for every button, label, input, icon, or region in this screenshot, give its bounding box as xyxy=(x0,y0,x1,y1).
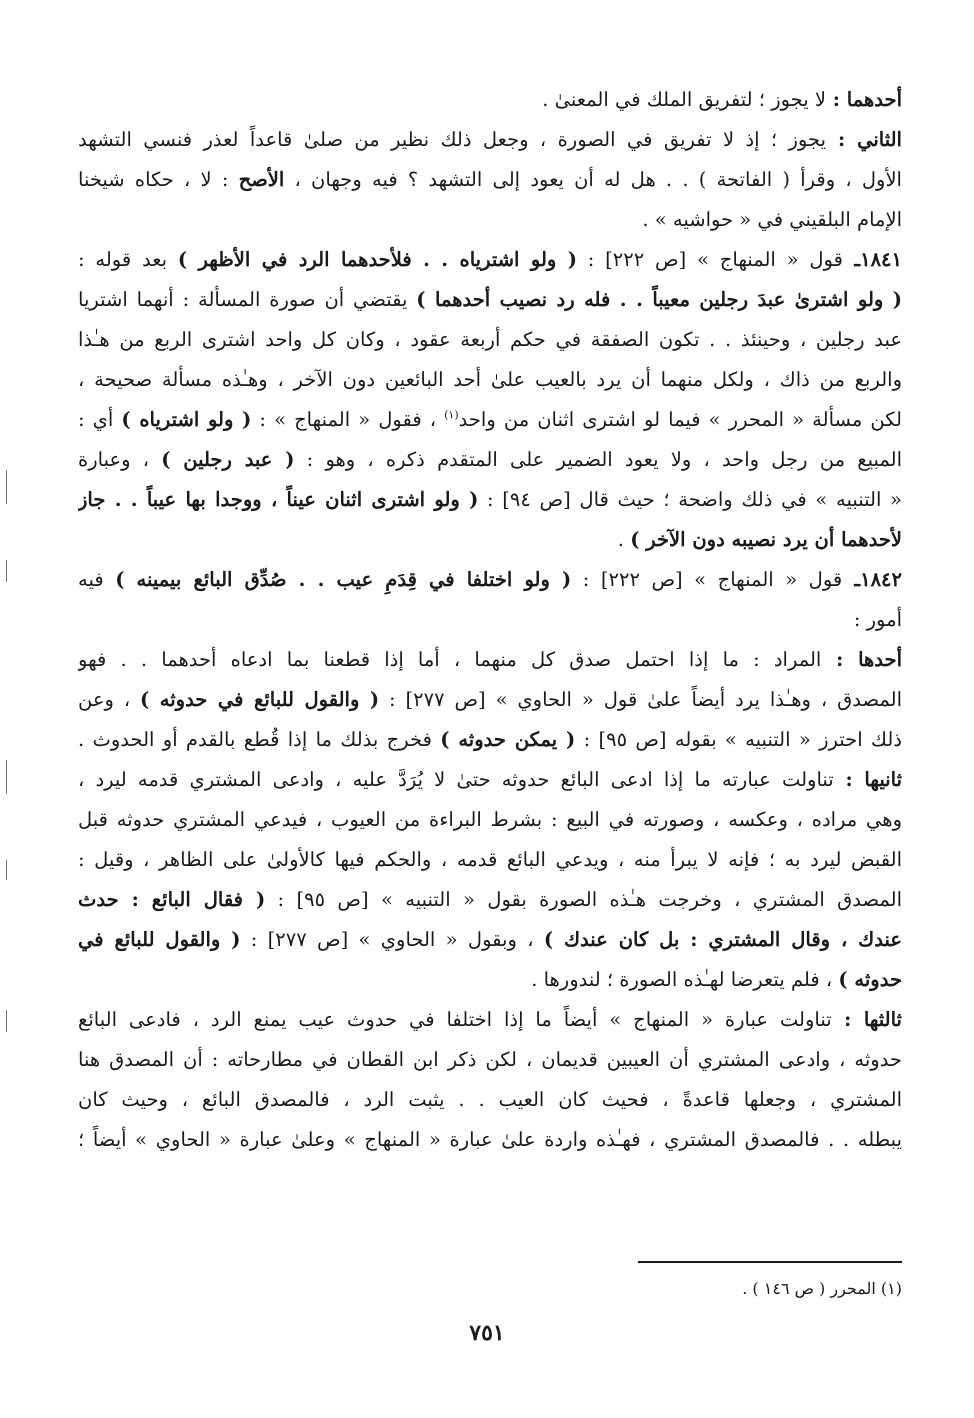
text-segment: فيه xyxy=(78,568,116,591)
text-line xyxy=(78,400,902,440)
text-segment: ( والقول للبائع في xyxy=(78,928,241,951)
text-line xyxy=(78,360,902,400)
text-segment: ( ولو اشترياه ) xyxy=(121,408,252,431)
text-segment: ، وعن xyxy=(78,688,141,711)
text-segment: أي : xyxy=(78,408,122,431)
text-line xyxy=(78,1040,902,1080)
text-segment: المبيع من رجل واحد ، ولا يعود الضمير على المتقدم ذكره ، وهو : xyxy=(294,448,902,471)
text-segment: ( والقول للبائع في حدوثه ) xyxy=(140,688,380,711)
text-line xyxy=(78,720,902,760)
text-segment: المصدق ، وهـٰذا يرد أيضاً علىٰ قول « الحاوي » [ص ٢٧٧] : xyxy=(379,688,902,711)
text-segment: . xyxy=(617,528,631,551)
text-segment: يبطله . . فالمصدق المشتري ، فهـٰذه واردة علىٰ عبارة « المنهاج » وعلىٰ عبارة « الحاوي » أيضاً ؛ xyxy=(78,1128,902,1151)
text-segment: بعد قوله : xyxy=(78,248,178,271)
text-segment: ثانيها : xyxy=(833,768,902,791)
text-segment: ، فقول « المنهاج » : xyxy=(251,408,445,431)
text-segment: ذلك احترز « التنبيه » بقوله [ص ٩٥] : xyxy=(575,728,902,751)
text-segment: الإمام البلقيني في « حواشيه » . xyxy=(642,208,902,231)
text-segment: أحدهما : xyxy=(826,88,902,111)
text-segment: : لا ، حكاه شيخنا xyxy=(78,168,239,191)
text-segment: ١٨٤١ـ xyxy=(842,248,902,271)
text-segment: قول « المنهاج » [ص ٢٢٢] : xyxy=(571,568,843,591)
text-line xyxy=(78,640,902,680)
text-segment: حدوثه ، وادعى المشتري أن العيبين قديمان ، لكن ذكر ابن القطان في مطارحاته : أن المصدق هنا xyxy=(78,1048,902,1071)
text-line xyxy=(78,1000,902,1040)
text-segment: « التنبيه » في ذلك واضحة ؛ حيث قال [ص ٩٤] : xyxy=(478,488,902,511)
text-line xyxy=(78,960,902,1000)
text-line xyxy=(78,320,902,360)
text-segment: ( ولو اختلفا في قِدَمِ عيب . . صُدِّق البائع بيمينه ) xyxy=(115,568,572,591)
body-text xyxy=(78,80,902,1160)
text-segment: أحدها : xyxy=(821,648,902,671)
footnote-separator xyxy=(638,1261,902,1263)
scan-edge-mark xyxy=(6,470,7,504)
text-segment: والربع من ذاك ، ولكل منهما أن يرد بالعيب علىٰ أحد البائعين دون الآخر ، وهـٰذه مسألة صحيحة ، xyxy=(78,368,902,391)
text-segment: يجوز ؛ إذ لا تفريق في الصورة ، وجعل ذلك نظير من صلىٰ قاعداً لعذر فنسي التشهد xyxy=(78,128,826,151)
text-line xyxy=(78,280,902,320)
text-segment: ( ولو اشترى اثنان عيناً ، ووجدا بها عيباً . . جاز xyxy=(78,488,479,511)
text-segment: الثاني : xyxy=(826,128,902,151)
text-segment: المشتري ، وجعلها قاعدةً ، فحيث كان العيب . . يثبت الرد ، فالمصدق البائع ، وحيث كان xyxy=(78,1088,902,1111)
text-segment: القبض ليرد به ؛ فإنه لا يبرأ منه ، ويدعي البائع قدمه ، والحكم فيها كالأولىٰ على الظاهر ، وقيل : xyxy=(78,848,902,871)
scan-edge-mark xyxy=(6,860,7,880)
text-line xyxy=(78,920,902,960)
text-segment: المصدق المشتري ، وخرجت هـٰذه الصورة بقول « التنبيه » [ص ٩٥] : xyxy=(265,888,902,911)
text-line xyxy=(78,1120,902,1160)
scan-edge-mark xyxy=(6,1010,7,1032)
text-segment: وهي مراده ، وعكسه ، وصورته في البيع : بشرط البراءة من العيوب ، فيدعي المشتري حدوثه قبل xyxy=(78,808,902,831)
text-segment: تناولت عبارته ما إذا ادعى البائع حدوثه حتىٰ لا يُرَدَّ عليه ، وادعى المشتري قدمه ليرد ، xyxy=(78,768,834,791)
text-line xyxy=(78,120,902,160)
page-number: ٧٥١ xyxy=(469,1320,505,1346)
text-segment: عبد رجلين ، وحينئذ . . تكون الصفقة في حكم أربعة عقود ، وكان كل واحد اشترى الربع من هـٰذا xyxy=(78,328,902,351)
text-line xyxy=(78,240,902,280)
text-segment: الأول ، وقرأ ( الفاتحة ) . . هل له أن يعود إلى التشهد ؟ فيه وجهان ، xyxy=(284,168,902,191)
text-line xyxy=(78,160,902,200)
text-segment: ، وبقول « الحاوي » [ص ٢٧٧] : xyxy=(240,928,544,951)
text-segment: ثالثها : xyxy=(831,1008,902,1031)
text-line xyxy=(78,520,902,560)
text-segment: لا يجوز ؛ لتفريق الملك في المعنىٰ . xyxy=(542,88,827,111)
scan-edge-mark xyxy=(6,760,7,794)
text-segment: المراد : ما إذا احتمل صدق كل منهما ، أما إذا قطعنا بما ادعاه أحدهما . . فهو xyxy=(78,648,822,671)
text-line xyxy=(78,480,902,520)
text-line xyxy=(78,760,902,800)
text-segment: عندك ، وقال المشتري : بل كان عندك ) xyxy=(543,928,902,951)
text-segment: تناولت عبارة « المنهاج » أيضاً ما إذا اختلفا في حدوث عيب يمنع الرد ، فادعى البائع xyxy=(78,1008,832,1031)
text-line xyxy=(78,880,902,920)
text-segment: ، فلم يتعرضا لهـٰذه الصورة ؛ لندورها . xyxy=(531,968,839,991)
text-segment: فخرج بذلك ما إذا قُطع بالقدم أو الحدوث . xyxy=(78,728,441,751)
footnote: (١) المحرر ( ص ١٤٦ ) . xyxy=(742,1279,902,1298)
text-segment: ( عبد رجلين ) xyxy=(161,448,295,471)
text-segment: ( ولو اشترياه . . فلأحدهما الرد في الأظهر ) xyxy=(177,248,577,271)
text-line xyxy=(78,1080,902,1120)
text-line xyxy=(78,80,902,120)
scan-edge-mark xyxy=(6,560,7,582)
text-segment: حدوثه ) xyxy=(838,968,902,991)
text-segment: لأحدهما أن يرد نصيبه دون الآخر ) xyxy=(630,528,902,551)
text-line xyxy=(78,600,902,640)
text-line xyxy=(78,560,902,600)
text-segment: ( ولو اشترىٰ عبدَ رجلين معيباً . . فله رد نصيب أحدهما ) xyxy=(416,288,902,311)
text-segment: ، وعبارة xyxy=(78,448,162,471)
footnote-reference: (١) xyxy=(444,408,459,422)
text-segment: قول « المنهاج » [ص ٢٢٢] : xyxy=(576,248,843,271)
text-segment: ( يمكن حدوثه ) xyxy=(440,728,576,751)
text-segment: يقتضي أن صورة المسألة : أنهما اشتريا xyxy=(78,288,417,311)
text-segment: ١٨٤٢ـ xyxy=(842,568,902,591)
text-line xyxy=(78,800,902,840)
text-line xyxy=(78,840,902,880)
text-line xyxy=(78,680,902,720)
text-line xyxy=(78,440,902,480)
text-segment: لكن مسألة « المحرر » فيما لو اشترى اثنان من واحد xyxy=(458,408,902,431)
text-line xyxy=(78,200,902,240)
text-segment: الأصح xyxy=(238,168,285,191)
text-segment: أمور : xyxy=(853,608,902,631)
text-segment: ( فقال البائع : حدث xyxy=(78,888,266,911)
